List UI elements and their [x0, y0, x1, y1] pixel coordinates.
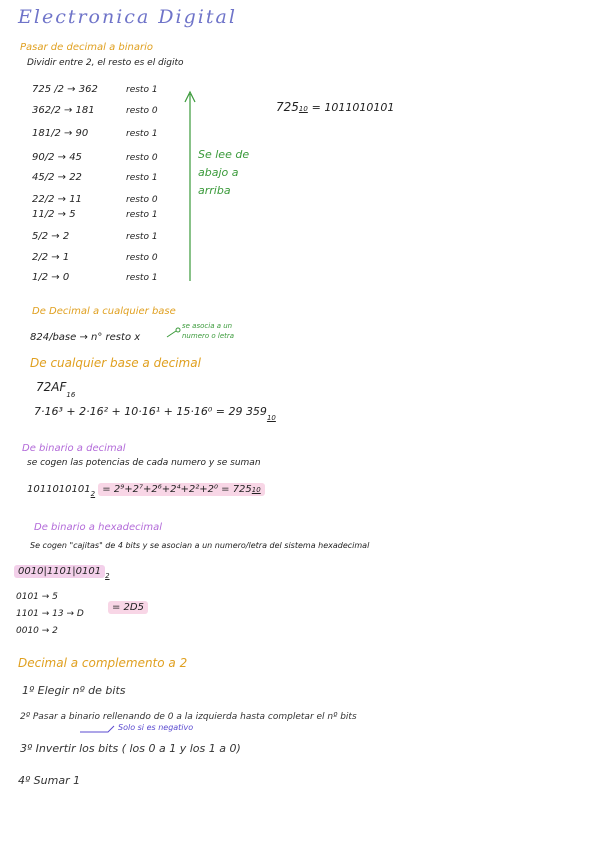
division-resto-5: resto 0 — [126, 195, 158, 205]
step-4: 4º Sumar 1 — [18, 774, 81, 787]
green-note-base-2: numero o letra — [182, 332, 235, 340]
bin-groups — [14, 566, 110, 580]
formula-any-dec-sub: 10 — [266, 414, 276, 422]
bin-dec-highlight — [98, 483, 264, 496]
up-arrow-icon — [180, 86, 200, 286]
formula-any-dec-text: 7·16³ + 2·16² + 10·16¹ + 15·16⁰ = 29 359 — [34, 405, 267, 418]
division-resto-7: resto 1 — [126, 232, 158, 242]
hex-line-3: 0010 → 2 — [16, 626, 58, 636]
page-title: Electronica Digital — [18, 6, 237, 28]
bin-value-sub: 2 — [90, 490, 96, 498]
hex-line-2: 1101 → 13 → D — [16, 609, 84, 619]
green-note-base-1: se asocia a un — [182, 322, 233, 330]
value-hex: 72AF — [36, 380, 67, 394]
section-heading-bin-hex: De binario a hexadecimal — [34, 522, 163, 533]
division-resto-1: resto 0 — [126, 106, 158, 116]
section-heading-c2: Decimal a complemento a 2 — [18, 656, 188, 670]
division-resto-4: resto 1 — [126, 173, 158, 183]
section-note-bin-dec: se cogen las potencias de cada numero y se suman — [27, 458, 261, 468]
division-calc-9: 1/2 → 0 — [32, 272, 70, 283]
bin-dec-eq-sub: 10 — [251, 486, 261, 494]
division-calc-5: 22/2 → 11 — [32, 194, 82, 205]
section-heading-dec-bin: Pasar de decimal a binario — [20, 42, 153, 53]
division-calc-7: 5/2 → 2 — [32, 231, 70, 242]
section-heading-dec-any: De Decimal a cualquier base — [32, 306, 176, 317]
division-resto-0: resto 1 — [126, 85, 158, 95]
division-resto-2: resto 1 — [126, 129, 158, 139]
bin-dec-eq: = 2⁹+2⁷+2⁶+2⁴+2²+2⁰ = 725 — [102, 484, 252, 495]
formula-dec-any: 824/base → n° resto x — [30, 332, 141, 343]
section-heading-any-dec: De cualquier base a decimal — [30, 356, 201, 370]
step-2-note: Solo si es negativo — [118, 723, 194, 732]
arrow-note-icon — [78, 722, 118, 736]
green-note-line-3: arriba — [198, 184, 231, 197]
division-calc-6: 11/2 → 5 — [32, 209, 76, 220]
result-value: = 1011010101 — [311, 101, 395, 114]
hex-result — [108, 602, 148, 613]
section-note-bin-hex: Se cogen "cajitas" de 4 bits y se asocian a un numero/letra del sistema hexadecimal — [30, 541, 370, 550]
division-calc-3: 90/2 → 45 — [32, 152, 82, 163]
hex-result-text: = 2D5 — [108, 601, 148, 614]
bin-value: 1011010101 — [27, 484, 91, 495]
result-dec-bin — [276, 100, 394, 114]
division-resto-9: resto 1 — [126, 273, 158, 283]
section-note-dec-bin: Dividir entre 2, el resto es el digito — [27, 58, 184, 68]
green-note-line-1: Se lee de — [198, 148, 250, 161]
division-resto-8: resto 0 — [126, 253, 158, 263]
division-calc-1: 362/2 → 181 — [32, 105, 95, 116]
step-2: 2º Pasar a binario rellenando de 0 a la izquierda hasta completar el nº bits — [20, 712, 357, 722]
hex-line-1: 0101 → 5 — [16, 592, 58, 602]
section-heading-bin-dec: De binario a decimal — [22, 443, 126, 454]
step-3: 3º Invertir los bits ( los 0 a 1 y los 1 a 0) — [20, 742, 241, 755]
green-note-line-2: abajo a — [198, 166, 239, 179]
result-base-sub: 10 — [298, 105, 308, 113]
value-hex-sub: 16 — [66, 391, 76, 399]
value-any — [36, 380, 76, 399]
division-calc-8: 2/2 → 1 — [32, 252, 70, 263]
division-resto-3: resto 0 — [126, 153, 158, 163]
division-calc-0: 725 /2 → 362 — [32, 84, 98, 95]
step-1: 1º Elegir nº de bits — [22, 684, 126, 697]
bin-dec-expression — [27, 484, 265, 498]
formula-any-dec — [34, 405, 276, 422]
division-calc-2: 181/2 → 90 — [32, 128, 89, 139]
result-base: 725 — [276, 100, 299, 114]
division-calc-4: 45/2 → 22 — [32, 172, 82, 183]
bin-groups-sub: 2 — [105, 572, 110, 580]
division-resto-6: resto 1 — [126, 210, 158, 220]
bin-groups-text: 0010|1101|0101 — [14, 565, 105, 578]
